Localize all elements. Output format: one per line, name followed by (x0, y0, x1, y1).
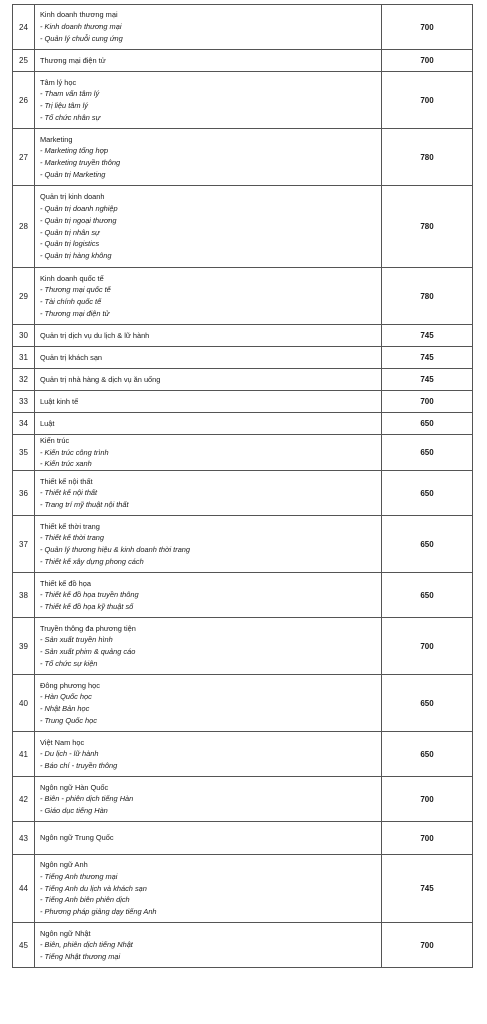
table-row (13, 516, 473, 573)
specialization-item: - Tài chính quốc tế (40, 297, 102, 306)
table-row (13, 50, 473, 72)
admission-score-table (12, 4, 473, 968)
program-name: Kinh doanh thương mại (40, 10, 118, 20)
specialization-item: - Giáo dục tiếng Hàn (40, 805, 108, 815)
program-name: Quản trị nhà hàng & dịch vụ ăn uống (40, 374, 161, 384)
program-cell (35, 675, 382, 732)
program-name: Truyền thông đa phương tiện (40, 623, 136, 633)
row-number: 35 (13, 435, 35, 471)
specialization-item: - Quản lý thương hiệu & kinh doanh thời trang (40, 545, 191, 555)
table-row (13, 129, 473, 186)
row-number: 37 (13, 516, 35, 573)
specialization-item: - Tiếng Anh du lịch và khách sạn (40, 883, 147, 893)
specialization-item: - Báo chí - truyền thông (40, 760, 118, 770)
row-number: 29 (13, 268, 35, 325)
score-value: 745 (382, 347, 473, 369)
program-name: Ngôn ngữ Nhật (40, 928, 91, 938)
score-value: 650 (382, 435, 473, 471)
program-cell (35, 923, 382, 968)
table-row (13, 923, 473, 968)
program-cell (35, 777, 382, 822)
table-row (13, 822, 473, 855)
row-number: 44 (13, 855, 35, 923)
score-value: 700 (382, 822, 473, 855)
specialization-item: - Trung Quốc học (40, 715, 97, 725)
program-cell (35, 618, 382, 675)
score-value: 700 (382, 777, 473, 822)
row-number: 30 (13, 325, 35, 347)
table-row (13, 855, 473, 923)
score-value: 780 (382, 129, 473, 186)
specialization-item: - Tiếng Anh biên phiên dịch (40, 895, 130, 905)
specialization-item: - Nhật Bản học (40, 704, 90, 714)
score-value: 700 (382, 391, 473, 413)
row-number: 24 (13, 5, 35, 50)
table-row (13, 435, 473, 471)
program-cell (35, 732, 382, 777)
score-value: 745 (382, 855, 473, 923)
program-cell (35, 573, 382, 618)
score-value: 700 (382, 50, 473, 72)
score-value: 650 (382, 675, 473, 732)
program-name: Quản trị kinh doanh (40, 192, 105, 202)
table-row (13, 413, 473, 435)
program-cell (35, 516, 382, 573)
program-name: Marketing (40, 134, 73, 144)
score-value: 650 (382, 573, 473, 618)
program-name: Tâm lý học (40, 77, 77, 87)
program-cell (35, 72, 382, 129)
table-row (13, 777, 473, 822)
score-value: 780 (382, 268, 473, 325)
specialization-item: - Tiếng Anh thương mại (40, 872, 118, 882)
specialization-item: - Tổ chức sự kiện (40, 658, 98, 668)
specialization-item: - Hàn Quốc học (40, 692, 92, 702)
program-cell (35, 413, 382, 435)
specialization-item: - Thương mại điện tử (40, 308, 110, 318)
specialization-item: - Kinh doanh thương mại (40, 22, 122, 32)
program-name: Thiết kế thời trang (40, 521, 100, 531)
row-number: 25 (13, 50, 35, 72)
program-name: Thiết kế đồ họa (40, 578, 91, 588)
program-cell (35, 369, 382, 391)
program-cell (35, 186, 382, 268)
specialization-item: - Trị liệu tâm lý (40, 101, 88, 110)
program-cell (35, 5, 382, 50)
table-row (13, 5, 473, 50)
specialization-item: - Marketing tổng hợp (40, 146, 109, 156)
specialization-item: - Thiết kế đồ họa truyền thông (40, 590, 139, 600)
specialization-item: - Sản xuất phim & quảng cáo (40, 647, 136, 657)
specialization-item: - Phương pháp giảng dạy tiếng Anh (40, 907, 157, 917)
table-row (13, 369, 473, 391)
score-value: 650 (382, 471, 473, 516)
specialization-item: - Thiết kế đồ họa kỹ thuật số (40, 601, 134, 611)
program-name: Luật (40, 418, 55, 428)
table-row (13, 391, 473, 413)
row-number: 28 (13, 186, 35, 268)
specialization-item: - Biên - phiên dịch tiếng Hàn (40, 794, 134, 804)
program-name: Luật kinh tế (40, 396, 79, 406)
specialization-item: - Sản xuất truyền hình (40, 635, 113, 645)
specialization-item: - Tham vấn tâm lý (40, 89, 100, 99)
score-value: 745 (382, 369, 473, 391)
row-number: 41 (13, 732, 35, 777)
score-value: 700 (382, 5, 473, 50)
table-row (13, 732, 473, 777)
row-number: 42 (13, 777, 35, 822)
program-cell (35, 435, 382, 471)
specialization-item: - Du lịch - lữ hành (40, 749, 99, 759)
specialization-item: - Thiết kế thời trang (40, 533, 105, 543)
score-value: 745 (382, 325, 473, 347)
specialization-item: - Marketing truyền thông (40, 158, 121, 167)
program-name: Việt Nam học (40, 737, 85, 747)
program-name: Thương mại điện tử (40, 55, 106, 65)
table-row (13, 347, 473, 369)
table-row (13, 325, 473, 347)
program-name: Ngôn ngữ Trung Quốc (40, 833, 114, 843)
specialization-item: - Quản trị hàng không (40, 250, 112, 260)
table-row (13, 573, 473, 618)
program-name: Kiến trúc (40, 436, 70, 445)
specialization-item: - Tiếng Nhật thương mại (40, 951, 121, 961)
specialization-item: - Thiết kế nội thất (40, 488, 98, 498)
specialization-item: - Biên, phiên dịch tiếng Nhật (40, 940, 133, 950)
program-cell (35, 471, 382, 516)
row-number: 43 (13, 822, 35, 855)
program-name: Kinh doanh quốc tế (40, 273, 104, 283)
program-name: Thiết kế nội thất (40, 476, 93, 486)
program-name: Quản trị khách sạn (40, 352, 103, 362)
specialization-item: - Tổ chức nhân sự (40, 112, 101, 122)
row-number: 36 (13, 471, 35, 516)
score-value: 650 (382, 413, 473, 435)
score-value: 700 (382, 923, 473, 968)
score-value: 780 (382, 186, 473, 268)
row-number: 39 (13, 618, 35, 675)
program-cell (35, 129, 382, 186)
row-number: 27 (13, 129, 35, 186)
table-row (13, 471, 473, 516)
table-row (13, 618, 473, 675)
program-cell (35, 268, 382, 325)
table-body (13, 5, 473, 968)
row-number: 40 (13, 675, 35, 732)
specialization-item: - Thiết kế xây dựng phong cách (40, 556, 144, 566)
program-cell (35, 50, 382, 72)
row-number: 32 (13, 369, 35, 391)
score-value: 700 (382, 618, 473, 675)
table-row (13, 186, 473, 268)
row-number: 26 (13, 72, 35, 129)
program-cell (35, 391, 382, 413)
specialization-item: - Kiến trúc công trình (40, 447, 109, 457)
specialization-item: - Quản trị nhân sự (40, 227, 100, 237)
specialization-item: - Kiến trúc xanh (40, 459, 92, 469)
score-value: 650 (382, 732, 473, 777)
row-number: 34 (13, 413, 35, 435)
program-cell (35, 325, 382, 347)
table-row (13, 72, 473, 129)
program-cell (35, 347, 382, 369)
table-row (13, 675, 473, 732)
row-number: 38 (13, 573, 35, 618)
program-name: Ngôn ngữ Hàn Quốc (40, 782, 109, 792)
specialization-item: - Quản trị logistics (40, 239, 100, 249)
score-value: 650 (382, 516, 473, 573)
program-name: Quản trị dịch vụ du lịch & lữ hành (40, 330, 150, 340)
specialization-item: - Trang trí mỹ thuật nội thất (40, 499, 129, 509)
row-number: 45 (13, 923, 35, 968)
program-name: Ngôn ngữ Anh (40, 860, 88, 870)
specialization-item: - Quản trị doanh nghiệp (40, 204, 118, 214)
row-number: 31 (13, 347, 35, 369)
specialization-item: - Thương mại quốc tế (40, 285, 111, 295)
specialization-item: - Quản trị Marketing (40, 169, 106, 179)
row-number: 33 (13, 391, 35, 413)
score-value: 700 (382, 72, 473, 129)
program-name: Đông phương học (40, 680, 100, 690)
specialization-item: - Quản trị ngoại thương (40, 215, 117, 225)
table-row (13, 268, 473, 325)
program-cell (35, 822, 382, 855)
program-cell (35, 855, 382, 923)
specialization-item: - Quản lý chuỗi cung ứng (40, 33, 123, 43)
